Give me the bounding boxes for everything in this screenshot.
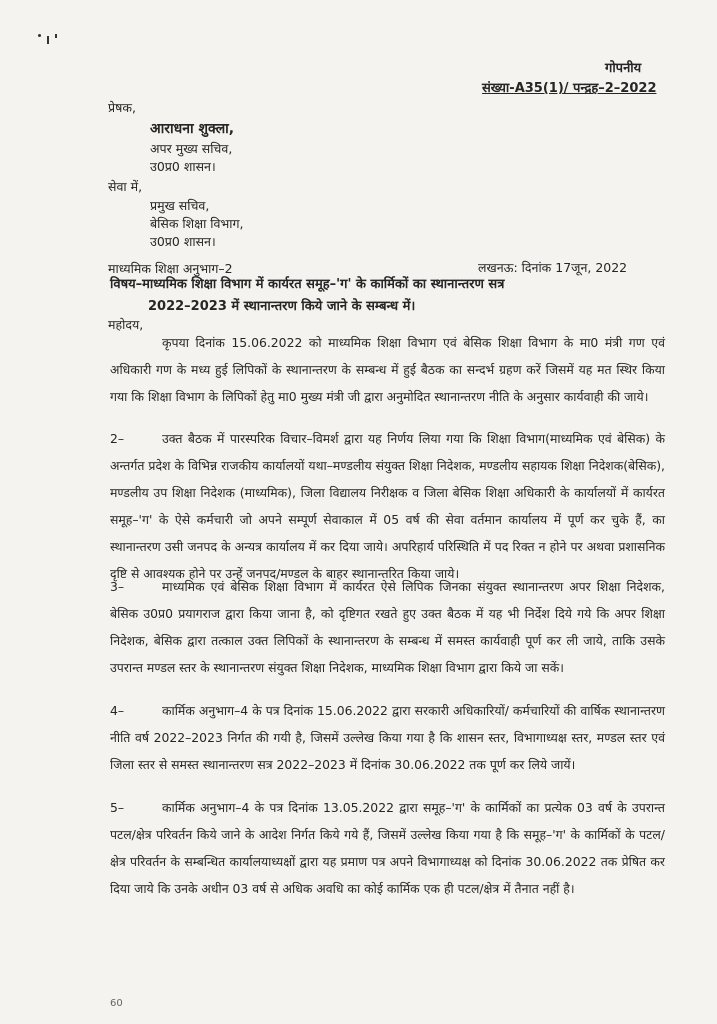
paragraph-4-number: 4–	[110, 703, 125, 718]
recipient-label: सेवा में,	[108, 179, 143, 194]
subject	[110, 274, 665, 318]
sender-org: उ0प्र0 शासन।	[150, 159, 216, 174]
paragraph-2	[110, 425, 665, 587]
pen-marks	[38, 30, 78, 50]
sender-name: आराधना शुक्ला,	[150, 121, 235, 137]
paragraph-5	[110, 794, 665, 902]
sender-label: प्रेषक,	[108, 100, 136, 115]
section-name: माध्यमिक शिक्षा अनुभाग–2	[108, 261, 233, 276]
paragraph-1-text: कृपया दिनांक 15.06.2022 को माध्यमिक शिक्षा विभाग एवं बेसिक शिक्षा विभाग के मा0 मंत्री गण एवं अधिकारी गण के मध्य हुई लिपिकों के स्थानान्तरण के सम्बन्ध में हुई बैठक का सन्दर्भ ग्रहण करें जिसमें यह मत स्थिर किया गया कि शिक्षा विभाग के लिपिकों हेतु मा0 मुख्य मंत्री जी द्वारा अनुमोदित स्थानान्तरण नीति के अनुसार कार्यवाही की जाये।	[110, 335, 665, 404]
salutation: महोदय,	[108, 317, 144, 332]
paragraph-3-text: माध्यमिक एवं बेसिक शिक्षा विभाग में कार्यरत ऐसे लिपिक जिनका संयुक्त स्थानान्तरण अपर शिक्षा निदेशक, बेसिक उ0प्र0 प्रयागराज द्वारा किया जाना है, को दृष्टिगत रखते हुए उक्त बैठक में यह भी निर्देश दिये गये कि अपर शिक्षा निदेशक, बेसिक द्वारा तत्काल उक्त लिपिकों के स्थानान्तरण के सम्बन्ध में समस्त कार्यवाही पूर्ण कर ली जाये, ताकि उसके उपरान्त मण्डल स्तर के स्थानान्तरण संयुक्त शिक्षा निदेशक, माध्यमिक शिक्षा विभाग द्वारा किये जा सकें।	[110, 579, 665, 675]
subject-line-1: विषय–माध्यमिक शिक्षा विभाग में कार्यरत समूह–'ग' के कार्मिकों का स्थानान्तरण सत्र	[110, 277, 505, 292]
paragraph-4	[110, 697, 665, 778]
sender-designation: अपर मुख्य सचिव,	[150, 141, 233, 156]
paragraph-2-text: उक्त बैठक में पारस्परिक विचार–विमर्श द्वारा यह निर्णय लिया गया कि शिक्षा विभाग(माध्यमिक एवं बेसिक) के अन्तर्गत प्रदेश के विभिन्न राजकीय कार्यालयों यथा–मण्डलीय संयुक्त शिक्षा निदेशक, मण्डलीय सहायक शिक्षा निदेशक(बेसिक), मण्डलीय उप शिक्षा निदेशक (माध्यमिक), जिला विद्यालय निरीक्षक व जिला बेसिक शिक्षा अधिकारी के कार्यालयों में कार्यरत समूह–'ग' के ऐसे कर्मचारी जो अपने सम्पूर्ण सेवाकाल में 05 वर्ष की सेवा वर्तमान कार्यालय में पूर्ण कर चुके हैं, का स्थानान्तरण उसी जनपद के अन्यत्र कार्यालय में कर दिया जाये। अपरिहार्य परिस्थिति में पद रिक्त न होने पर अथवा प्रशासनिक दृष्टि से आवश्यक होने पर उन्हें जनपद/मण्डल के बाहर स्थानान्तरित किया जाये।	[110, 431, 665, 581]
reference-number: संख्या-A35(1)/ पन्द्रह–2–2022	[482, 81, 657, 96]
page-mark: 60	[110, 998, 123, 1009]
paragraph-3-number: 3–	[110, 579, 125, 594]
paragraph-5-text: कार्मिक अनुभाग–4 के पत्र दिनांक 13.05.2022 द्वारा समूह–'ग' के कार्मिकों का प्रत्येक 03 वर्ष के उपरान्त पटल/क्षेत्र परिवर्तन किये जाने के आदेश निर्गत किये गये हैं, जिसमें उल्लेख किया गया है कि समूह–'ग' के कार्मिकों के पटल/क्षेत्र परिवर्तन के सम्बन्धित कार्यालयाध्यक्षों द्वारा यह प्रमाण पत्र अपने विभागाध्यक्ष को दिनांक 30.06.2022 तक प्रेषित कर दिया जाये कि उनके अधीन 03 वर्ष से अधिक अवधि का कोई कार्मिक एक ही पटल/क्षेत्र में तैनात नहीं है।	[110, 800, 665, 896]
recipient-department: बेसिक शिक्षा विभाग,	[150, 216, 244, 231]
paragraph-4-text: कार्मिक अनुभाग–4 के पत्र दिनांक 15.06.2022 द्वारा सरकारी अधिकारियों/ कर्मचारियों की वार्षिक स्थानान्तरण नीति वर्ष 2022–2023 निर्गत की गयी है, जिसमें उल्लेख किया गया है कि शासन स्तर, विभागाध्यक्ष स्तर, मण्डल स्तर एवं जिला स्तर से समस्त स्थानान्तरण सत्र 2022–2023 में दिनांक 30.06.2022 तक पूर्ण कर लिये जायें।	[110, 703, 665, 772]
classification-label: गोपनीय	[605, 61, 642, 76]
subject-line-2: 2022–2023 में स्थानान्तरण किये जाने के सम्बन्ध में।	[148, 299, 416, 314]
place-date: लखनऊ: दिनांक 17जून, 2022	[478, 260, 628, 275]
paragraph-2-number: 2–	[110, 431, 125, 446]
paragraph-5-number: 5–	[110, 800, 125, 815]
paragraph-3	[110, 573, 665, 681]
recipient-org: उ0प्र0 शासन।	[150, 234, 216, 249]
recipient-designation: प्रमुख सचिव,	[150, 198, 210, 213]
paragraph-1	[110, 329, 665, 410]
